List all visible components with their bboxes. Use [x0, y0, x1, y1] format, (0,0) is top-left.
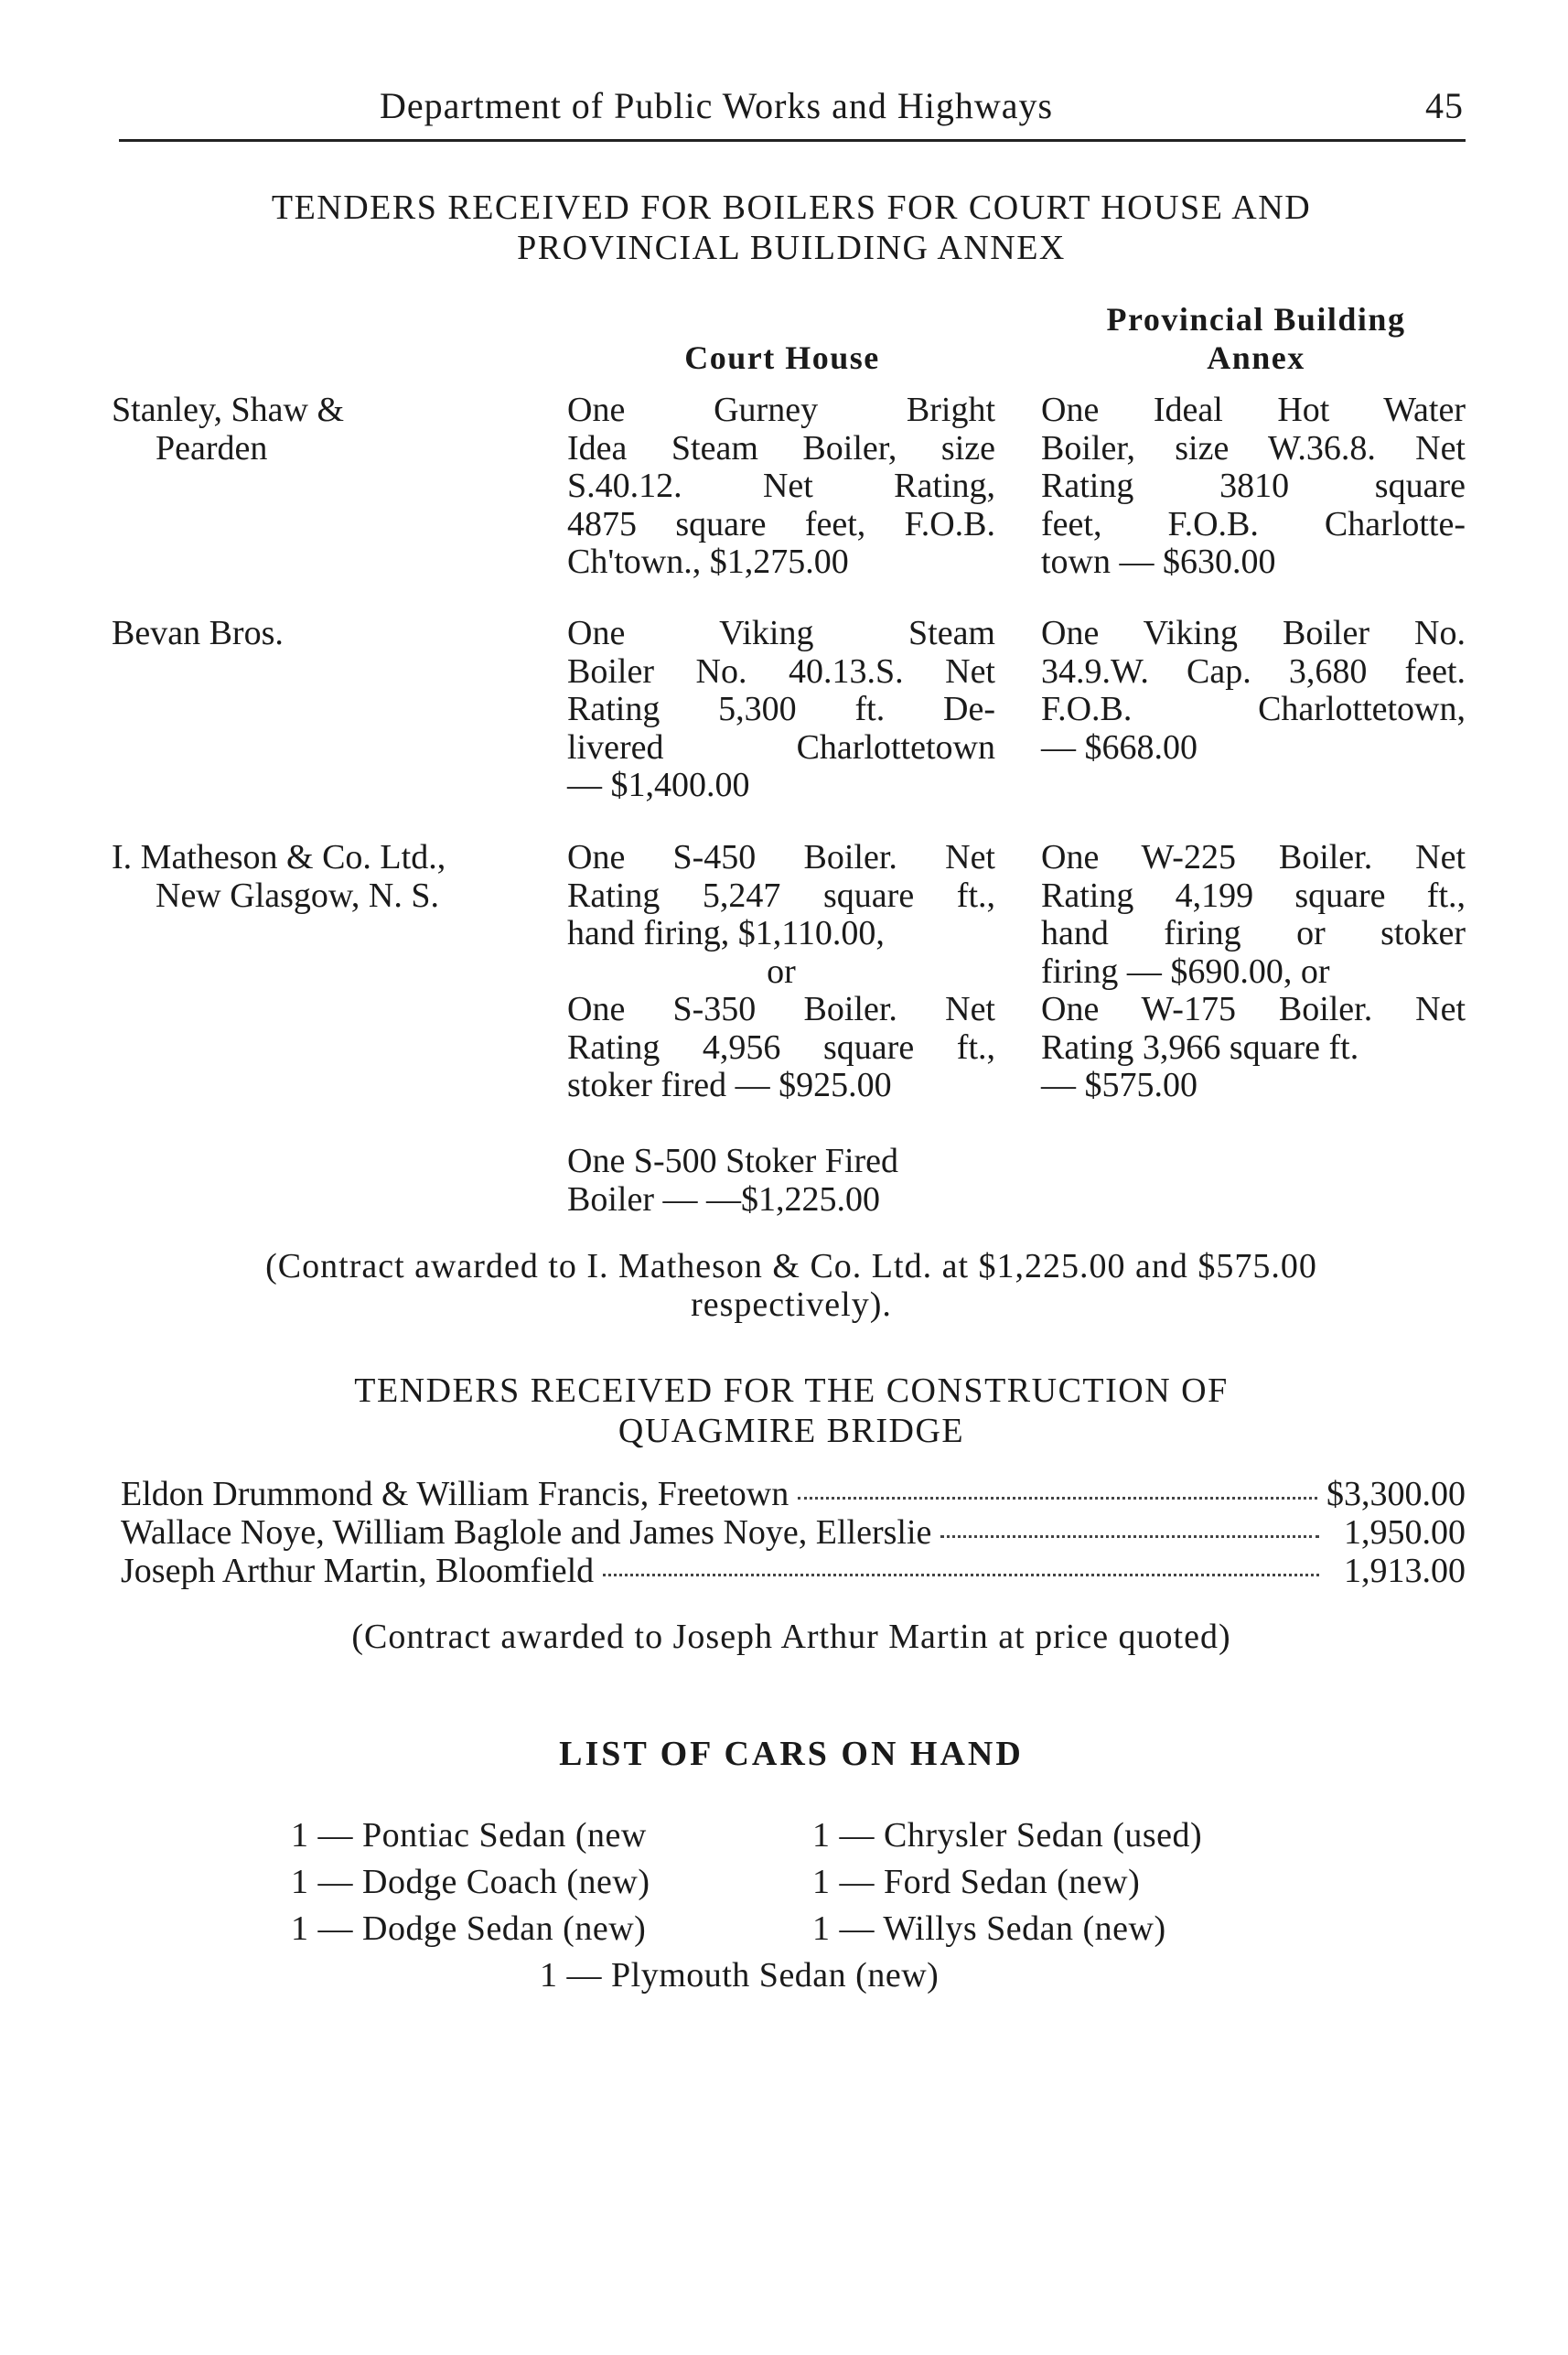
- tender-line: Ch'town., $1,275.00: [567, 543, 849, 581]
- bidder-stanley-shaw-pearden: [112, 392, 344, 468]
- court-house-tender-bevan: [567, 615, 995, 805]
- tender-line: One S-450 Boiler. Net: [567, 838, 995, 876]
- car-item: 1 — Ford Sedan (new): [812, 1863, 1141, 1901]
- tender-line: hand firing or stoker: [1041, 914, 1466, 952]
- tender-line: One W-225 Boiler. Net: [1041, 838, 1466, 876]
- tender-line: Boiler — —$1,225.00: [567, 1179, 880, 1219]
- tender-line: One Viking Steam: [567, 614, 995, 652]
- leader-dots: [798, 1497, 1317, 1500]
- car-item: 1 — Willys Sedan (new): [812, 1909, 1166, 1948]
- bidder-matheson: [112, 839, 446, 915]
- tender-line: 34.9.W. Cap. 3,680 feet.: [1041, 651, 1466, 691]
- leader-dots: [940, 1535, 1319, 1538]
- court-house-tender-stanley: [567, 392, 995, 582]
- bridge-contract-note: (Contract awarded to Joseph Arthur Martin at price quoted): [351, 1618, 1231, 1656]
- tender-line: One S-500 Stoker Fired: [567, 1142, 899, 1180]
- tender-line: One S-350 Boiler. Net: [567, 990, 995, 1028]
- tender-line: hand firing, $1,110.00,: [567, 914, 885, 952]
- bidder-bevan-bros: [112, 615, 284, 653]
- tender-line: One Gurney Bright: [567, 391, 995, 429]
- bridge-tender-row: [121, 1475, 1466, 1513]
- tender-line: Rating 3,966 square ft.: [1041, 1027, 1359, 1067]
- tender-line: One W-175 Boiler. Net: [1041, 990, 1466, 1028]
- tender-line: Rating 3810 square: [1041, 467, 1466, 505]
- tender-line: Rating 4,956 square ft.,: [567, 1027, 995, 1067]
- bridge-bidder-name: Eldon Drummond & William Francis, Freetown: [121, 1475, 789, 1513]
- bridge-tenders-heading-line1: TENDERS RECEIVED FOR THE CONSTRUCTION OF: [354, 1371, 1229, 1410]
- boiler-contract-note-line1: (Contract awarded to I. Matheson & Co. Ltd. at $1,225.00 and $575.00: [265, 1247, 1317, 1285]
- bridge-bidder-name: Joseph Arthur Martin, Bloomfield: [121, 1552, 595, 1590]
- bridge-tenders-heading-line2: QUAGMIRE BRIDGE: [618, 1412, 965, 1450]
- annex-tender-bevan: [1041, 615, 1466, 767]
- bridge-tender-row: [121, 1552, 1466, 1590]
- bidder-line: Stanley, Shaw &: [112, 391, 345, 429]
- cars-list-title: LIST OF CARS ON HAND: [559, 1735, 1024, 1773]
- bridge-bid-price: $3,300.00: [1326, 1475, 1466, 1513]
- tender-line: 4875 square feet, F.O.B.: [567, 504, 995, 543]
- court-house-tender-matheson: [567, 839, 995, 1219]
- header-rule: [119, 139, 1466, 142]
- tender-line: Rating 5,300 ft. De-: [567, 690, 995, 728]
- annex-tender-matheson: [1041, 839, 1466, 1105]
- tender-line: livered Charlottetown: [567, 727, 995, 767]
- tender-line: — $575.00: [1041, 1066, 1197, 1104]
- car-item: 1 — Dodge Coach (new): [291, 1863, 650, 1901]
- tender-line: Boiler No. 40.13.S. Net: [567, 651, 995, 691]
- bridge-bidder-name: Wallace Noye, William Baglole and James Noye, Ellerslie: [121, 1513, 932, 1552]
- tender-line: — $1,400.00: [567, 766, 750, 804]
- tender-line: One Ideal Hot Water: [1041, 391, 1466, 429]
- tender-line: Boiler, size W.36.8. Net: [1041, 428, 1466, 468]
- car-item: 1 — Chrysler Sedan (used): [812, 1816, 1203, 1855]
- bidder-line: I. Matheson & Co. Ltd.,: [112, 838, 446, 876]
- tender-line: or: [767, 952, 796, 991]
- car-item: 1 — Dodge Sedan (new): [291, 1909, 647, 1948]
- car-item: 1 — Plymouth Sedan (new): [540, 1956, 940, 1995]
- page-number: 45: [1425, 85, 1464, 126]
- boiler-contract-note-line2: respectively).: [691, 1285, 892, 1324]
- column-head-annex-line1: Provincial Building: [1106, 301, 1406, 338]
- tender-line: Idea Steam Boiler, size: [567, 428, 995, 468]
- column-head-annex-line2: Annex: [1207, 339, 1305, 376]
- tender-line: — $668.00: [1041, 727, 1197, 767]
- tender-line: stoker fired — $925.00: [567, 1066, 892, 1104]
- tender-line: S.40.12. Net Rating,: [567, 467, 995, 505]
- tender-line: One Viking Boiler No.: [1041, 614, 1466, 652]
- car-item: 1 — Pontiac Sedan (new: [291, 1816, 647, 1855]
- bidder-line: New Glasgow, N. S.: [156, 876, 439, 915]
- tender-line: [567, 1105, 995, 1144]
- tender-line: Rating 4,199 square ft.,: [1041, 876, 1466, 915]
- tender-line: town — $630.00: [1041, 543, 1276, 581]
- annex-tender-stanley: [1041, 392, 1466, 582]
- tender-line: firing — $690.00, or: [1041, 952, 1330, 991]
- boiler-tenders-heading-line1: TENDERS RECEIVED FOR BOILERS FOR COURT HOUSE AND: [271, 188, 1312, 227]
- tender-line: feet, F.O.B. Charlotte-: [1041, 504, 1466, 543]
- tender-line: Rating 5,247 square ft.,: [567, 876, 995, 915]
- running-header: [119, 84, 1464, 135]
- bridge-tender-row: [121, 1513, 1466, 1552]
- bridge-bid-price: 1,913.00: [1344, 1552, 1466, 1590]
- bridge-bid-price: 1,950.00: [1344, 1513, 1466, 1552]
- header-title: Department of Public Works and Highways: [380, 85, 1054, 126]
- bidder-line: Bevan Bros.: [112, 614, 284, 652]
- boiler-tenders-heading-line2: PROVINCIAL BUILDING ANNEX: [517, 229, 1066, 267]
- tender-line: F.O.B. Charlottetown,: [1041, 690, 1466, 728]
- bidder-line: Pearden: [156, 428, 268, 468]
- column-head-court-house: Court House: [684, 339, 880, 376]
- leader-dots: [603, 1574, 1319, 1576]
